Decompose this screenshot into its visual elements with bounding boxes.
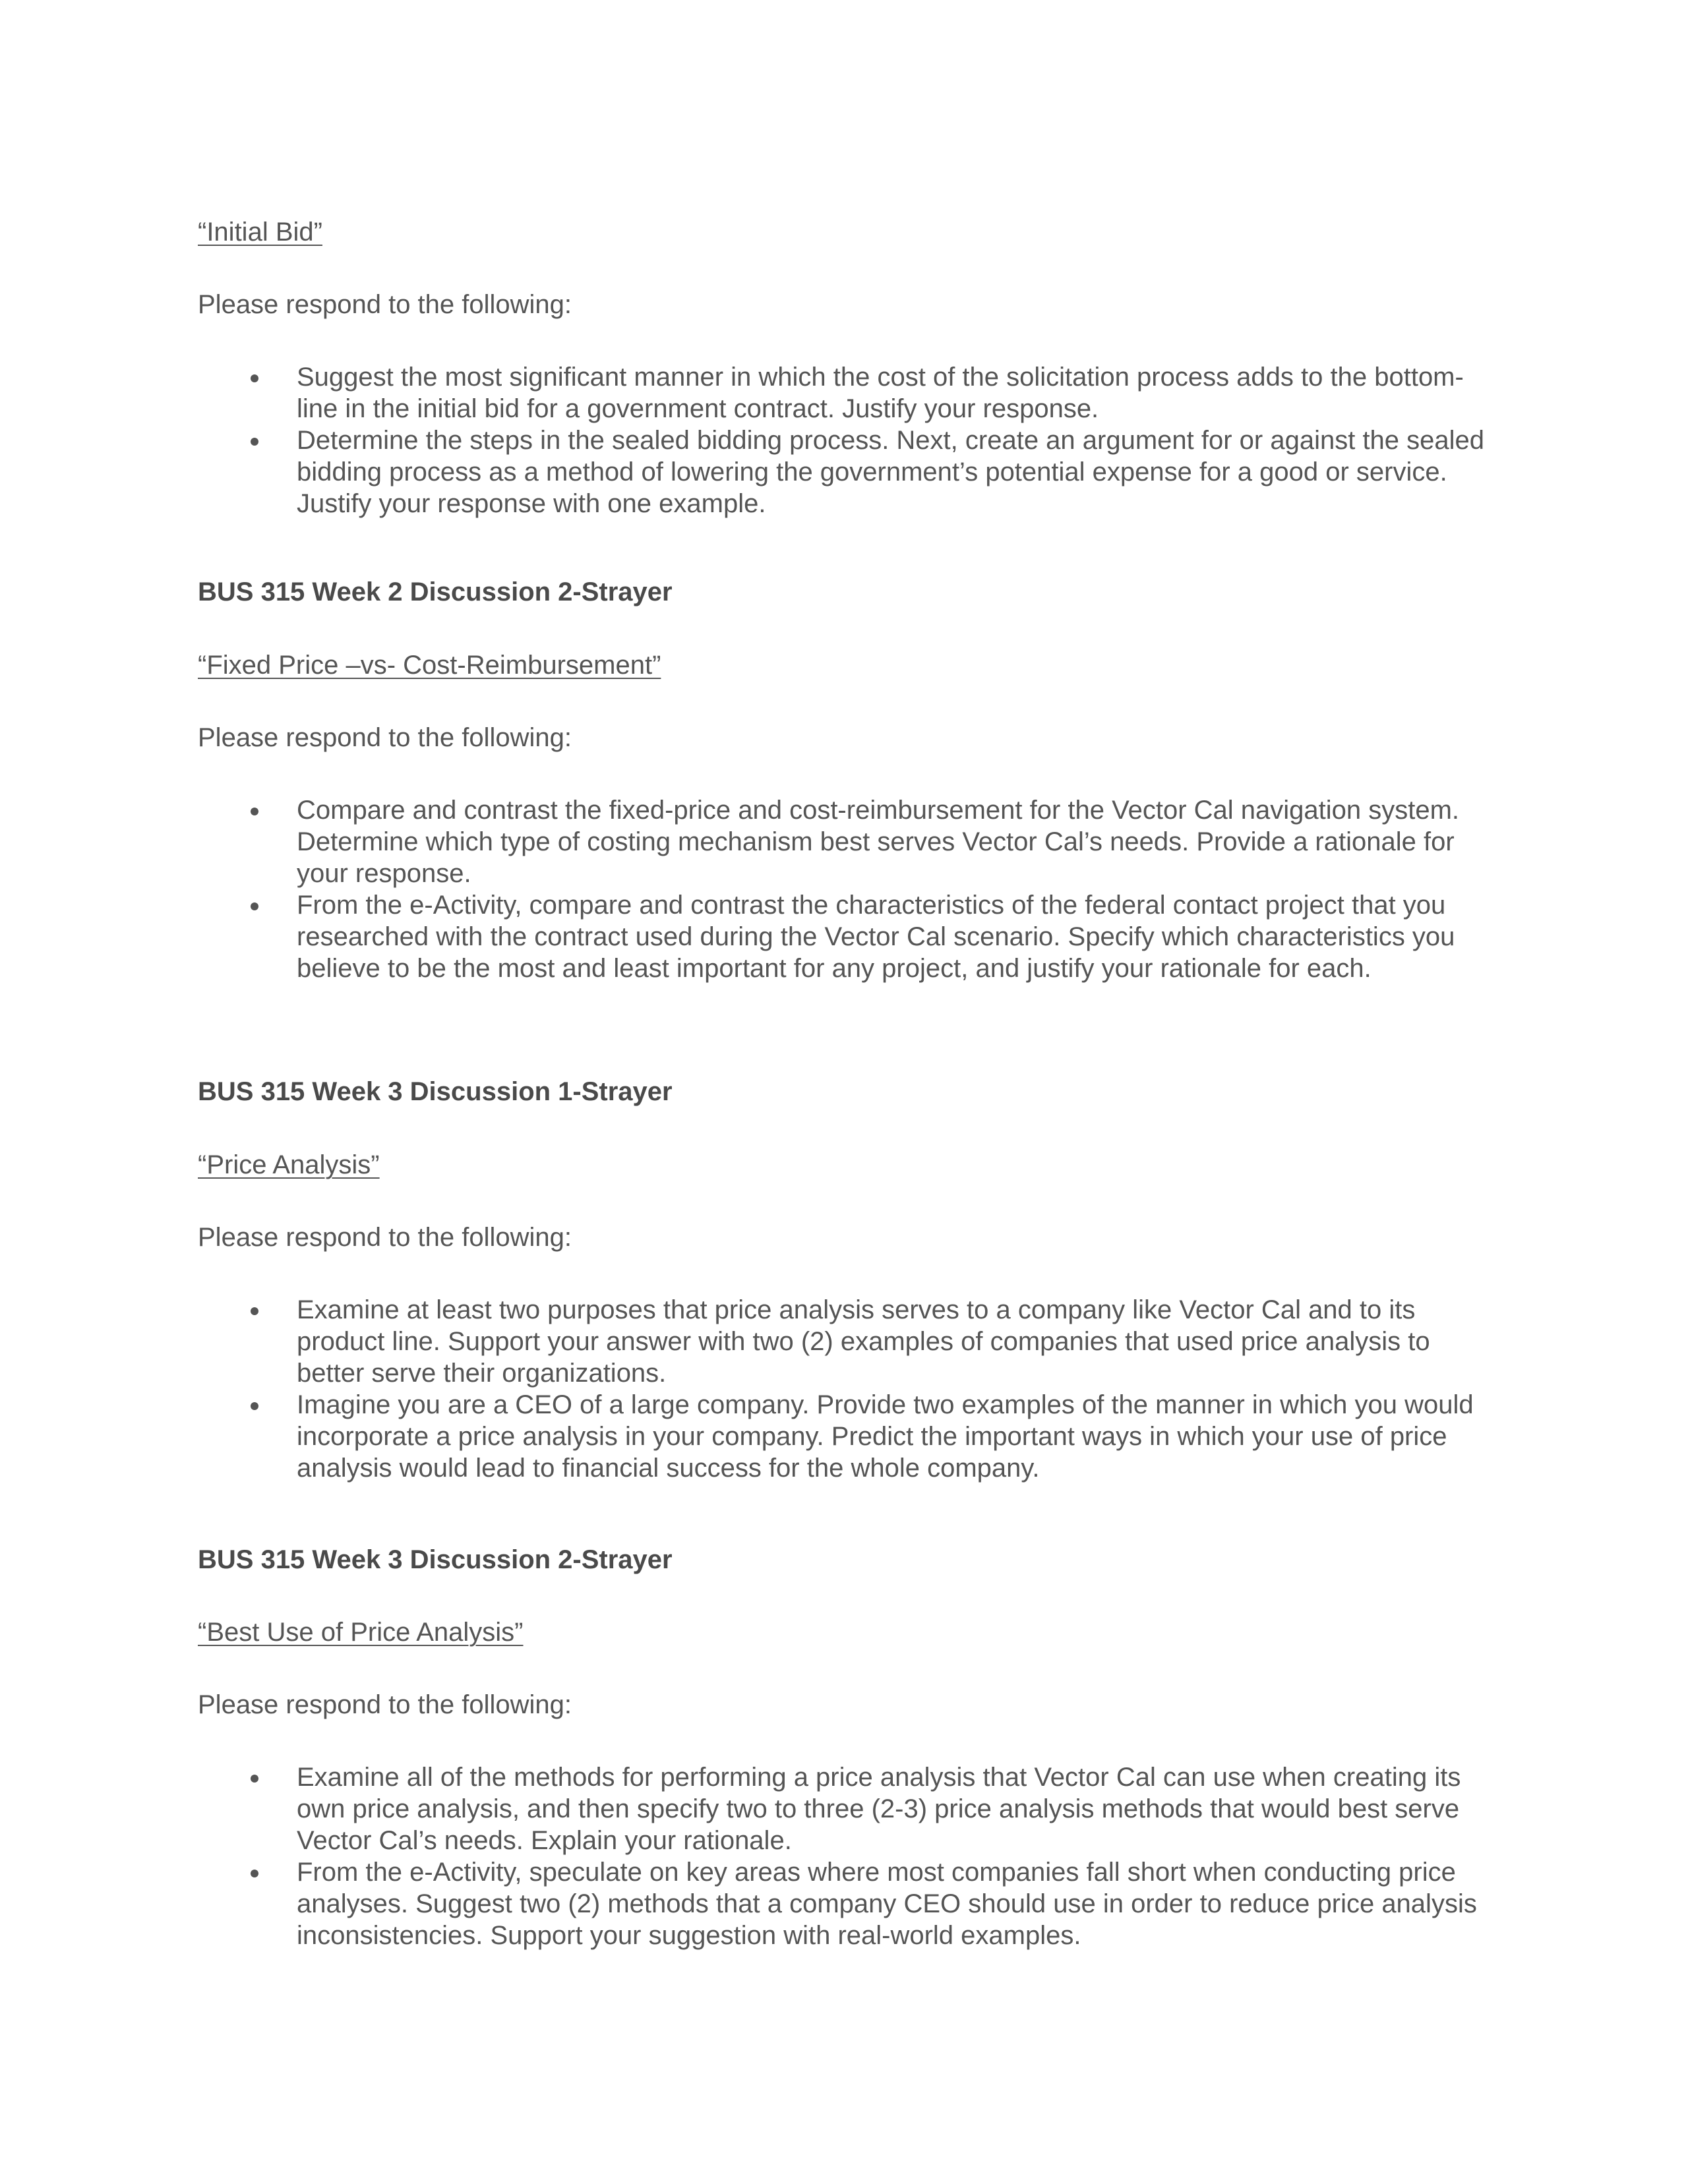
list-item bbox=[198, 425, 1490, 519]
section-heading-week3-discussion1: BUS 315 Week 3 Discussion 1-Strayer bbox=[198, 1077, 673, 1106]
bullet-icon bbox=[251, 902, 258, 910]
bullet-text: Suggest the most significant manner in which the cost of the solicitation process adds to the bottom-line in the initial bid for a government contract. Justify your response. bbox=[297, 363, 1464, 423]
bullet-list bbox=[198, 794, 1490, 984]
section-heading-week3-discussion2: BUS 315 Week 3 Discussion 2-Strayer bbox=[198, 1545, 673, 1574]
bullet-icon bbox=[251, 438, 258, 446]
bullet-list bbox=[198, 1294, 1490, 1484]
section-title-fixed-price: “Fixed Price –vs- Cost-Reimbursement” bbox=[198, 651, 661, 680]
bullet-text: From the e-Activity, speculate on key areas where most companies fall short when conducting price analyses. Suggest two (2) methods that a company CEO should use in order to reduce price analysis inconsistencies. Support your suggestion with real-world examples. bbox=[297, 1858, 1477, 1950]
bullet-text: Compare and contrast the fixed-price and cost-reimbursement for the Vector Cal navigation system. Determine which type of costing mechanism best serves Vector Cal’s needs. Provide a rationale for your response. bbox=[297, 796, 1460, 888]
list-item bbox=[198, 1761, 1490, 1856]
section-heading-week2-discussion2: BUS 315 Week 2 Discussion 2-Strayer bbox=[198, 577, 673, 606]
bullet-icon bbox=[251, 1402, 258, 1410]
list-item bbox=[198, 889, 1490, 984]
bullet-icon bbox=[251, 374, 258, 382]
section-prompt: Please respond to the following: bbox=[198, 723, 572, 752]
list-item bbox=[198, 1294, 1490, 1389]
bullet-text: Determine the steps in the sealed bidding process. Next, create an argument for or against the sealed bidding process as a method of lowering the government’s potential expense for a good or service. Justify your response with one example. bbox=[297, 426, 1485, 518]
bullet-text: From the e-Activity, compare and contrast the characteristics of the federal contact project that you researched with the contract used during the Vector Cal scenario. Specify which characteristics you believe to be the most and least important for any project, and justify your rationale for each. bbox=[297, 891, 1455, 983]
list-item bbox=[198, 361, 1490, 425]
list-item bbox=[198, 1856, 1490, 1951]
list-item bbox=[198, 1389, 1490, 1484]
bullet-icon bbox=[251, 1775, 258, 1783]
bullet-icon bbox=[251, 808, 258, 815]
section-title-best-use: “Best Use of Price Analysis” bbox=[198, 1618, 524, 1647]
bullet-list bbox=[198, 1761, 1490, 1951]
section-prompt: Please respond to the following: bbox=[198, 1690, 572, 1719]
bullet-list bbox=[198, 361, 1490, 519]
bullet-icon bbox=[251, 1870, 258, 1877]
section-prompt: Please respond to the following: bbox=[198, 1223, 572, 1252]
bullet-text: Imagine you are a CEO of a large company. Provide two examples of the manner in which you would incorporate a price analysis in your company. Predict the important ways in which your use of price analysis would lead to financial success for the whole company. bbox=[297, 1390, 1474, 1483]
section-title-initial-bid: “Initial Bid” bbox=[198, 218, 322, 247]
section-prompt: Please respond to the following: bbox=[198, 290, 572, 319]
section-title-price-analysis: “Price Analysis” bbox=[198, 1150, 380, 1179]
bullet-text: Examine all of the methods for performing a price analysis that Vector Cal can use when creating its own price analysis, and then specify two to three (2-3) price analysis methods that would best serve Vector Cal’s needs. Explain your rationale. bbox=[297, 1763, 1461, 1855]
list-item bbox=[198, 794, 1490, 889]
bullet-text: Examine at least two purposes that price analysis serves to a company like Vector Cal and to its product line. Support your answer with two (2) examples of companies that used price analysis to better serve their organizations. bbox=[297, 1295, 1430, 1388]
bullet-icon bbox=[251, 1307, 258, 1315]
